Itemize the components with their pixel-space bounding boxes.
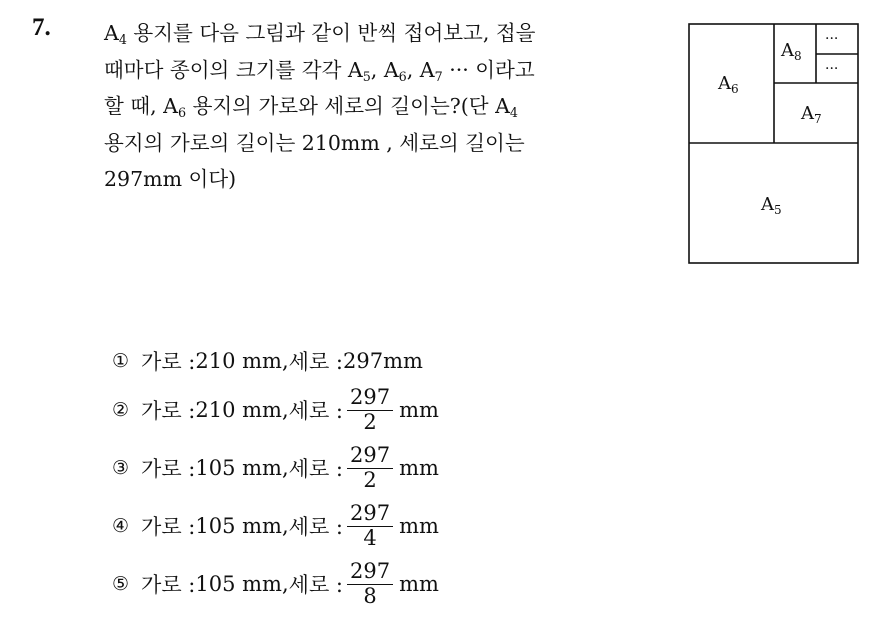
question-text xyxy=(104,15,674,198)
label-a6: $A_6$ xyxy=(718,73,739,96)
folding-diagram xyxy=(688,23,859,264)
choice-number: ③ xyxy=(112,457,130,479)
label-a7: $A_7$ xyxy=(801,103,822,126)
fraction: $\frac{297}{8}$ xyxy=(347,561,393,607)
choice-number: ② xyxy=(112,399,130,421)
choice-number: ④ xyxy=(112,515,130,537)
choice-number: ① xyxy=(112,350,130,372)
fraction: $\frac{297}{4}$ xyxy=(347,503,393,549)
fraction: $\frac{297}{2}$ xyxy=(347,387,393,433)
question-line-3: 할 때, $A_6$ 용지의 가로와 세로의 길이는?(단 $A_4$ xyxy=(104,94,518,120)
label-a8: $A_8$ xyxy=(781,40,802,63)
question-line-1: $A_4$ 용지를 다음 그림과 같이 반씩 접어보고, 접을 xyxy=(104,21,536,47)
choice-2[interactable]: ② 가로 : 210 mm , 세로 : $\frac{297}{2}$ mm xyxy=(112,385,439,434)
answer-choices xyxy=(112,341,439,613)
choice-3[interactable]: ③ 가로 : 105 mm , 세로 : $\frac{297}{2}$ mm xyxy=(112,443,439,492)
question-number: 7. xyxy=(32,14,51,41)
label-a5: $A_5$ xyxy=(761,194,782,217)
question-line-2: 때마다 종이의 크기를 각각 $A_5$, $A_6$, $A_7$ ··· 이라고 xyxy=(104,57,535,84)
fraction: $\frac{297}{2}$ xyxy=(347,445,393,491)
label-dots-top: ··· xyxy=(825,31,839,47)
choice-4[interactable]: ④ 가로 : 105 mm , 세로 : $\frac{297}{4}$ mm xyxy=(112,501,439,550)
paper-folding-figure xyxy=(688,23,859,264)
label-dots-bottom: ··· xyxy=(825,61,839,77)
choice-1[interactable]: ① 가로 : 210 mm , 세로 : 297 mm xyxy=(112,349,423,374)
choice-number: ⑤ xyxy=(112,573,130,595)
choice-5[interactable]: ⑤ 가로 : 105 mm , 세로 : $\frac{297}{8}$ mm xyxy=(112,559,439,608)
question-line-4: 용지의 가로의 길이는 210mm , 세로의 길이는 xyxy=(104,130,525,155)
question-line-5: 297mm 이다) xyxy=(104,167,237,191)
